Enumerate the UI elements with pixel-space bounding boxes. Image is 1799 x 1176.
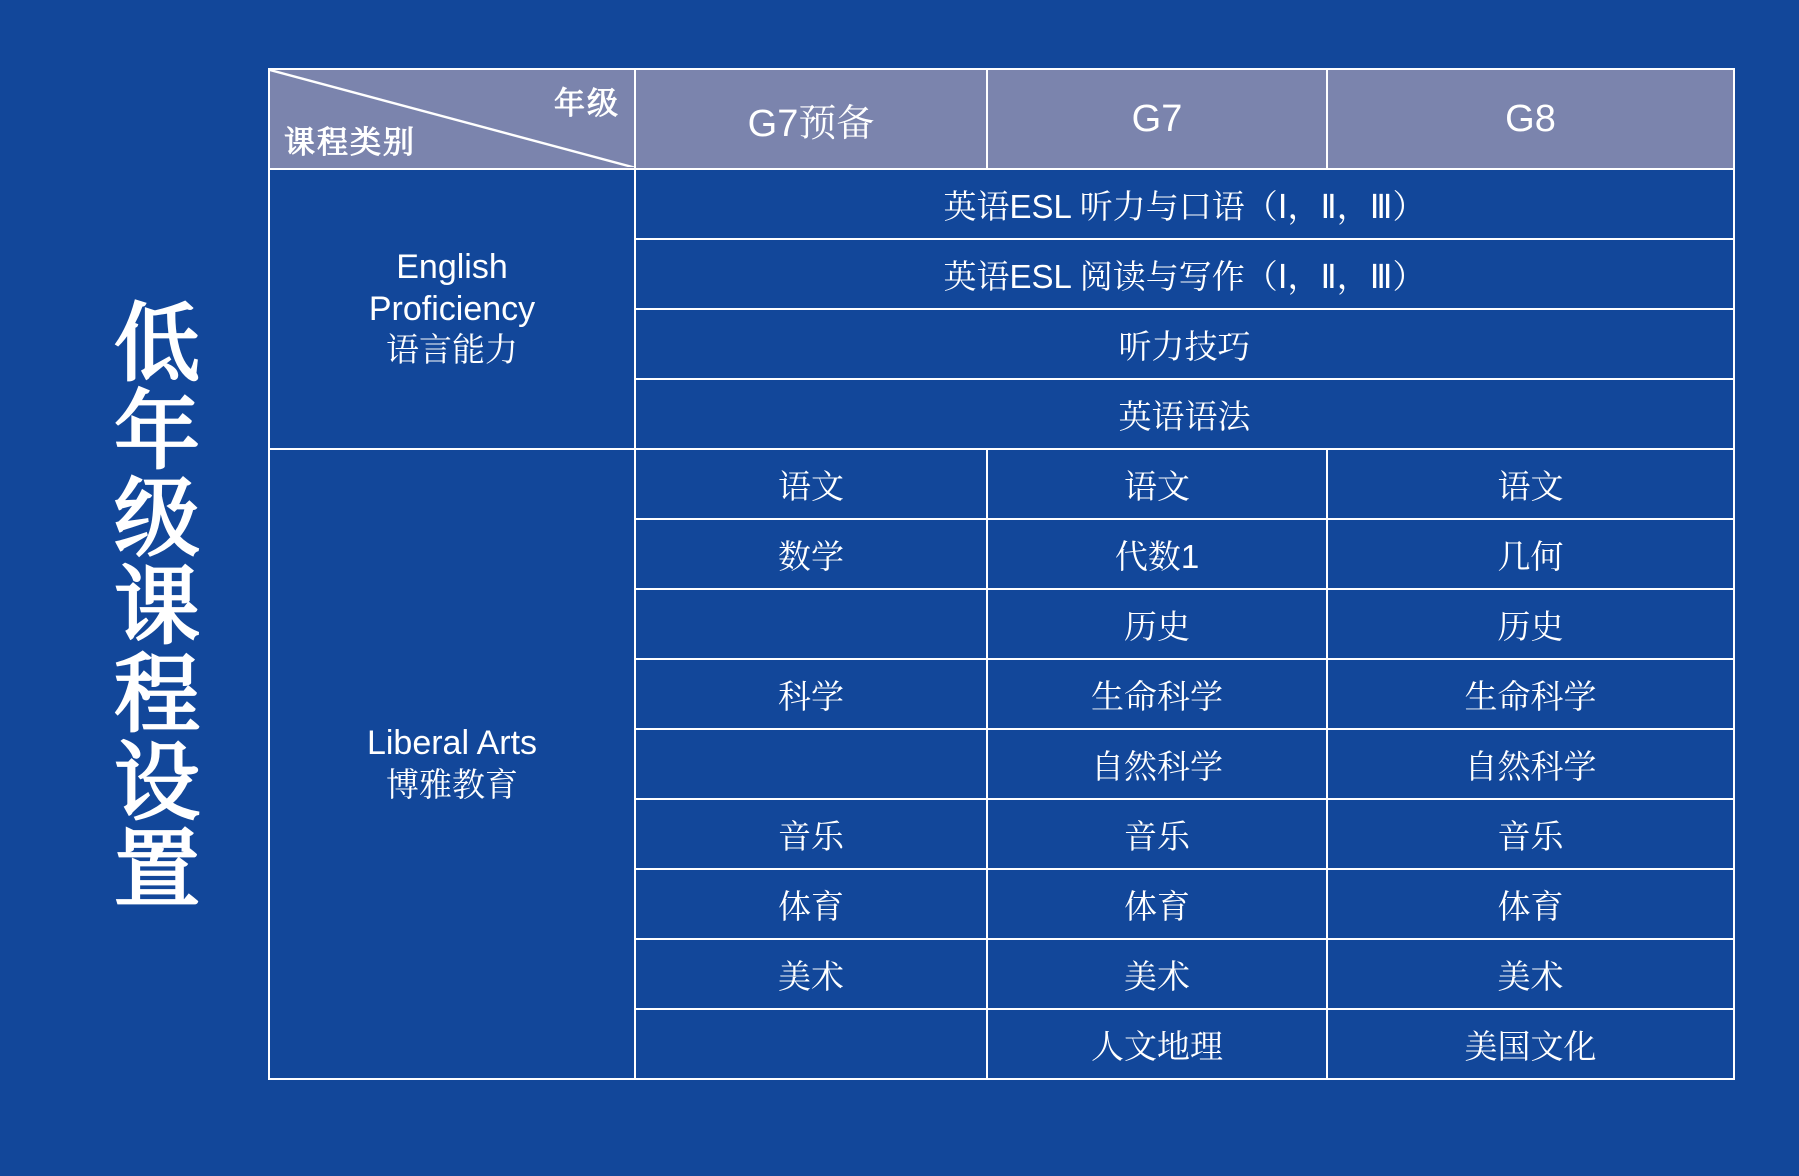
category-axis-label: 课程类别 bbox=[284, 125, 416, 160]
course-cell: 英语语法 bbox=[635, 379, 1734, 449]
category-cell-english-proficiency bbox=[269, 169, 635, 449]
corner-header-cell bbox=[269, 69, 635, 169]
category-cell-liberal-arts bbox=[269, 449, 635, 1079]
table-row bbox=[269, 169, 1734, 239]
course-cell: 语文 bbox=[635, 449, 987, 519]
course-table bbox=[268, 68, 1735, 1080]
course-cell: 美术 bbox=[987, 939, 1327, 1009]
course-cell: 自然科学 bbox=[987, 729, 1327, 799]
course-cell: 美术 bbox=[1327, 939, 1734, 1009]
column-header-g7prep: G7预备 bbox=[635, 69, 987, 169]
course-cell-empty bbox=[635, 1009, 987, 1079]
course-cell: 美术 bbox=[635, 939, 987, 1009]
course-cell: 生命科学 bbox=[1327, 659, 1734, 729]
course-cell: 体育 bbox=[1327, 869, 1734, 939]
course-cell: 语文 bbox=[987, 449, 1327, 519]
course-cell: 语文 bbox=[1327, 449, 1734, 519]
course-cell: 人文地理 bbox=[987, 1009, 1327, 1079]
course-cell: 数学 bbox=[635, 519, 987, 589]
course-cell: 历史 bbox=[987, 589, 1327, 659]
course-cell: 自然科学 bbox=[1327, 729, 1734, 799]
course-cell: 音乐 bbox=[635, 799, 987, 869]
category-en-line2: Proficiency bbox=[368, 289, 536, 328]
course-cell: 体育 bbox=[635, 869, 987, 939]
category-en: Liberal Arts bbox=[366, 724, 538, 763]
course-cell: 音乐 bbox=[1327, 799, 1734, 869]
column-header-g7: G7 bbox=[987, 69, 1327, 169]
course-cell: 科学 bbox=[635, 659, 987, 729]
course-cell: 生命科学 bbox=[987, 659, 1327, 729]
page-title-char: 设 bbox=[114, 731, 200, 833]
table-header-row bbox=[269, 69, 1734, 169]
page-title-char: 低 bbox=[114, 293, 200, 394]
page-title-char: 课 bbox=[114, 556, 200, 658]
course-cell: 听力技巧 bbox=[635, 309, 1734, 379]
page-title-char: 年 bbox=[114, 380, 200, 482]
course-cell: 代数1 bbox=[987, 519, 1327, 589]
table-row bbox=[269, 449, 1734, 519]
category-en-line1: English bbox=[396, 248, 508, 287]
page-title-char: 级 bbox=[114, 468, 200, 570]
course-cell: 几何 bbox=[1327, 519, 1734, 589]
grade-axis-label: 年级 bbox=[554, 86, 620, 121]
category-cn: 语言能力 bbox=[386, 331, 518, 369]
course-cell: 英语ESL 阅读与写作（Ⅰ，Ⅱ，Ⅲ） bbox=[635, 239, 1734, 309]
course-cell: 音乐 bbox=[987, 799, 1327, 869]
course-cell: 体育 bbox=[987, 869, 1327, 939]
course-cell: 美国文化 bbox=[1327, 1009, 1734, 1079]
column-header-g8: G8 bbox=[1327, 69, 1734, 169]
page-title-char: 程 bbox=[114, 643, 200, 745]
category-cn: 博雅教育 bbox=[386, 765, 518, 803]
course-cell: 英语ESL 听力与口语（Ⅰ，Ⅱ，Ⅲ） bbox=[635, 169, 1734, 239]
course-cell-empty bbox=[635, 729, 987, 799]
page-title-char: 置 bbox=[114, 819, 200, 921]
course-cell: 历史 bbox=[1327, 589, 1734, 659]
page-title bbox=[92, 293, 222, 921]
course-table-container bbox=[268, 68, 1733, 1080]
course-cell-empty bbox=[635, 589, 987, 659]
